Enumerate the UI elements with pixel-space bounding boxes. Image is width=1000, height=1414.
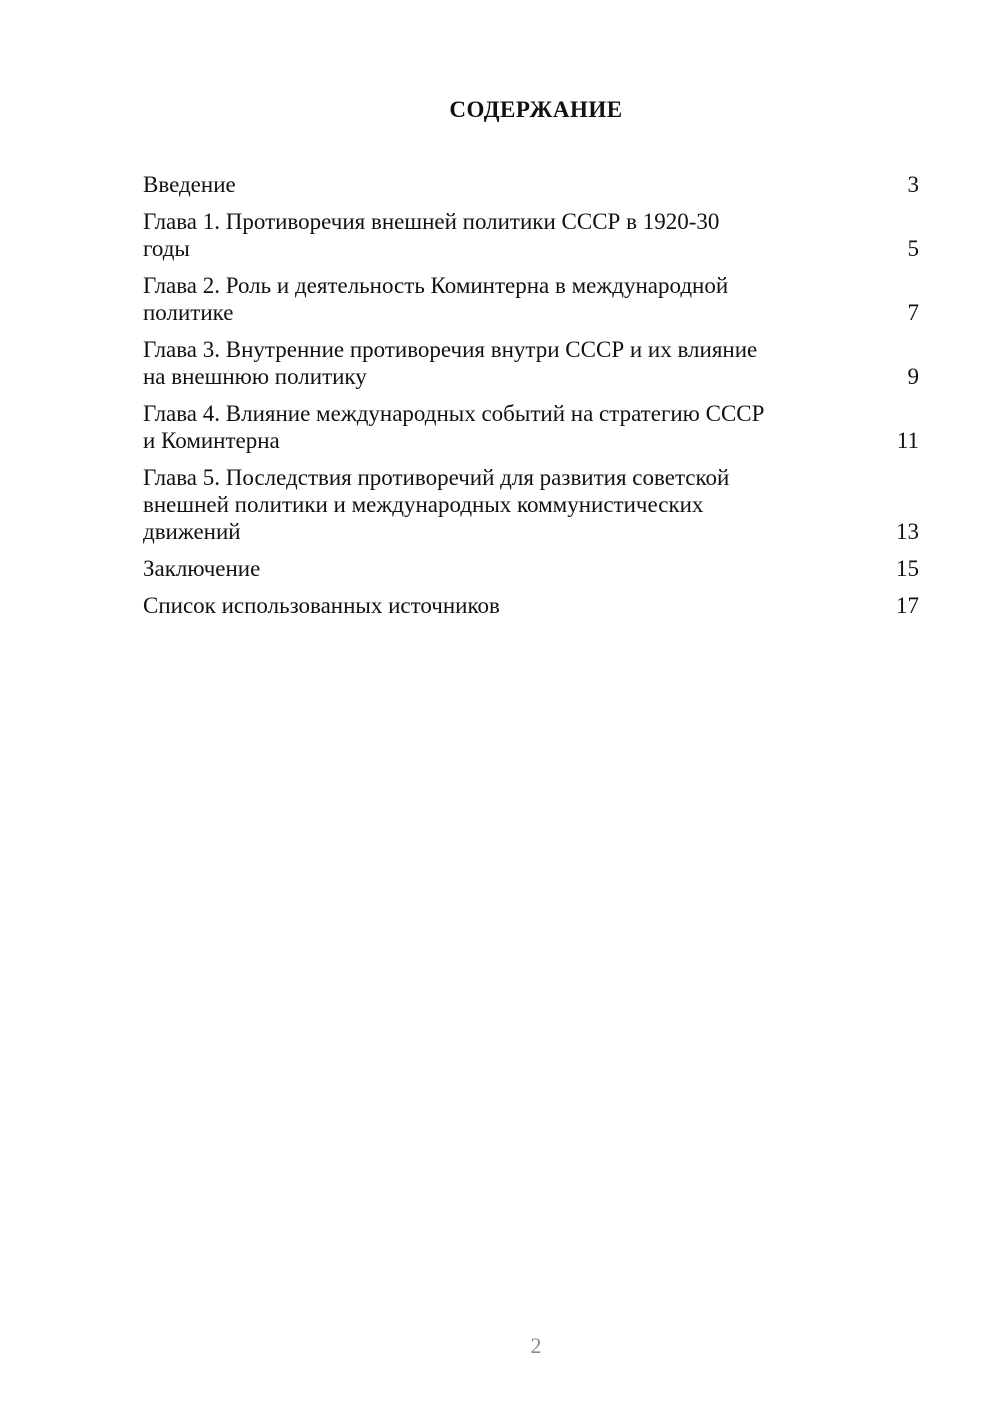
toc-entry-label: Глава 5. Последствия противоречий для развития советской внешней политики и международных коммунистических движений [143,465,730,544]
toc-entry-label: Введение [143,172,236,197]
toc-entry-chapter-5 [143,464,919,545]
toc-entry-page-number: 3 [907,172,919,197]
toc-entry-page-number: 7 [907,300,919,325]
toc-entry-references [143,592,919,619]
page-title: СОДЕРЖАНИЕ [449,97,623,122]
toc-entry-chapter-4 [143,400,919,454]
toc-entry-conclusion [143,555,919,582]
toc-entry-label: Глава 2. Роль и деятельность Коминтерна в международной политике [143,273,729,325]
toc-entry-page-number: 5 [907,236,919,261]
toc-entry-page-number: 15 [896,556,919,581]
toc-entry-label: Глава 3. Внутренние противоречия внутри СССР и их влияние на внешнюю политику [143,337,758,389]
table-of-contents [143,171,919,629]
page-number: 2 [530,1333,542,1358]
toc-entry-label: Заключение [143,556,261,581]
toc-entry-introduction [143,171,919,198]
toc-entry-label: Глава 1. Противоречия внешней политики СССР в 1920-30 годы [143,209,720,261]
toc-entry-page-number: 9 [907,364,919,389]
toc-entry-label: Список использованных источников [143,593,500,618]
toc-entry-page-number: 13 [896,519,919,544]
toc-entry-chapter-3 [143,336,919,390]
toc-entry-label: Глава 4. Влияние международных событий на стратегию СССР и Коминтерна [143,401,765,453]
toc-entry-page-number: 11 [896,428,919,453]
toc-entry-chapter-1 [143,208,919,262]
toc-entry-page-number: 17 [896,593,919,618]
toc-entry-chapter-2 [143,272,919,326]
